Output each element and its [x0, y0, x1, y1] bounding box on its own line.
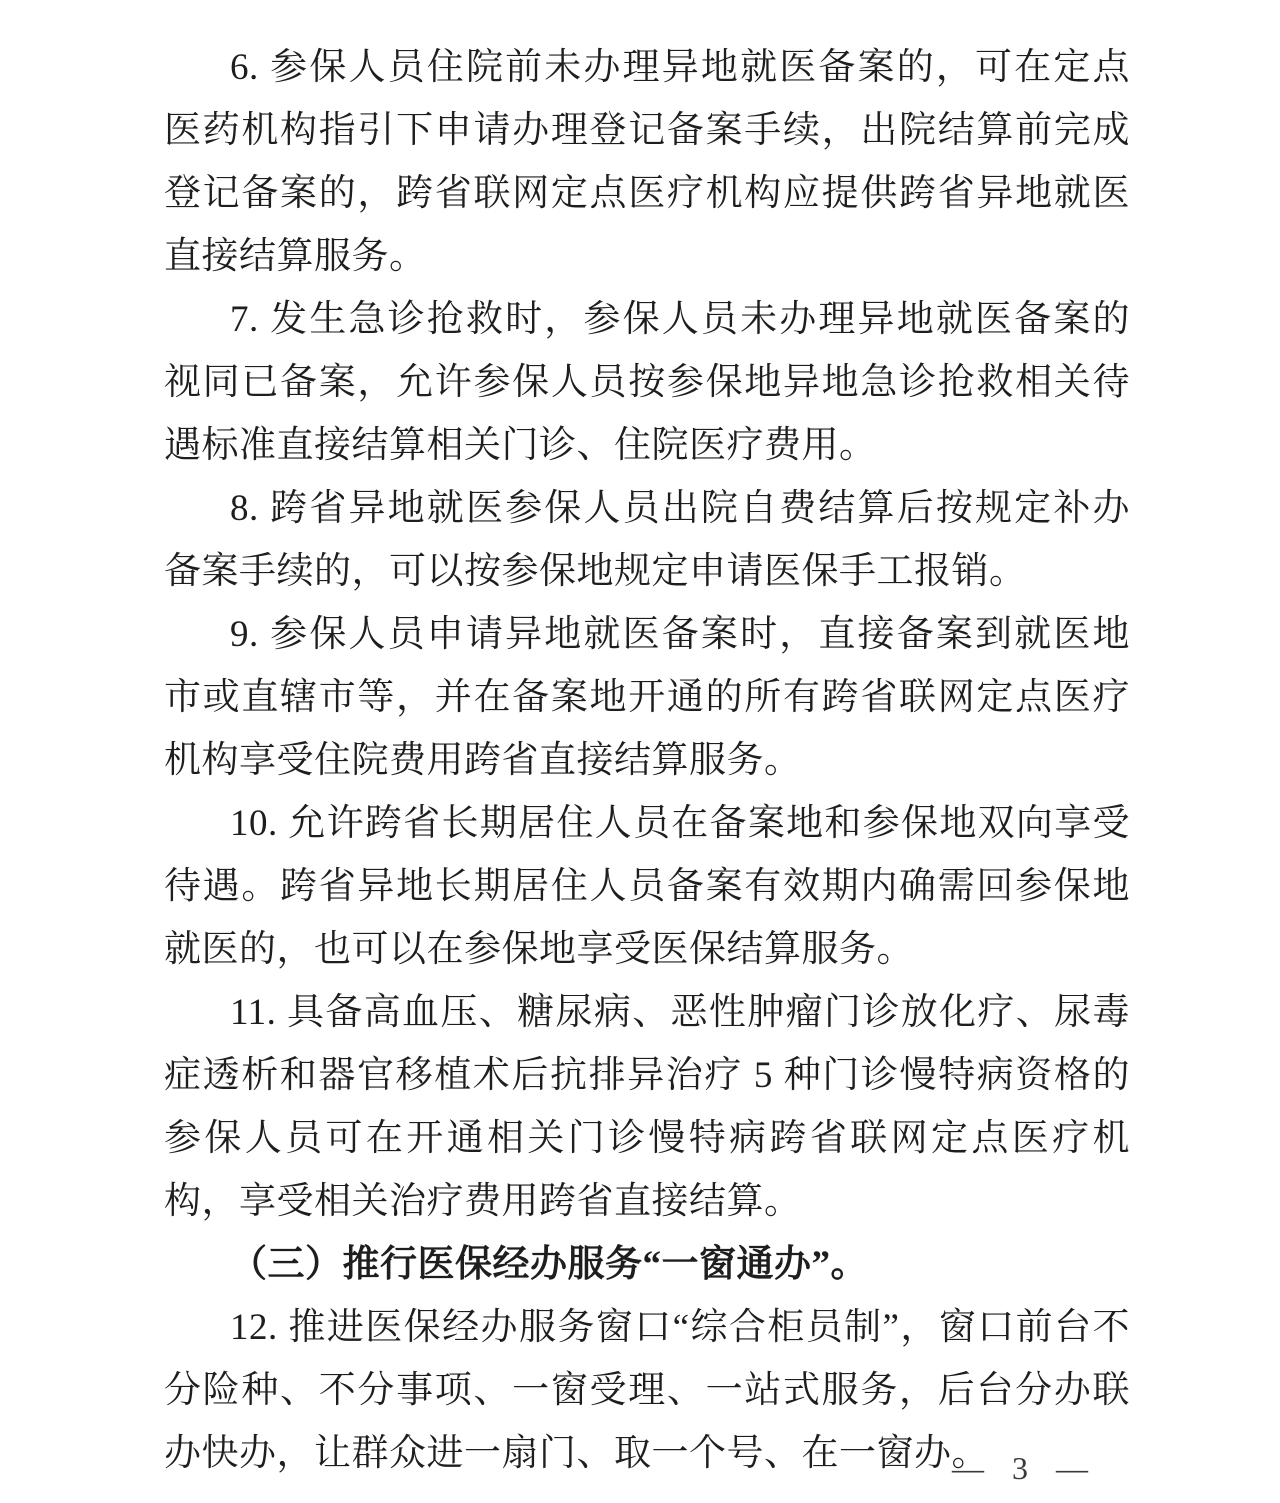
page-number: — 3 — [952, 1450, 1090, 1486]
paragraph-item-7: 7. 发生急诊抢救时，参保人员未办理异地就医备案的视同已备案，允许参保人员按参保地异地急诊抢救相关待遇标准直接结算相关门诊、住院医疗费用。 [164, 299, 1130, 466]
document-body [164, 36, 1130, 1485]
section-heading-3: （三）推行医保经办服务“一窗通办”。 [230, 1244, 868, 1285]
paragraph-item-6: 6. 参保人员住院前未办理异地就医备案的，可在定点医药机构指引下申请办理登记备案手续，出院结算前完成登记备案的，跨省联网定点医疗机构应提供跨省异地就医直接结算服务。 [164, 47, 1130, 277]
paragraph-item-8: 8. 跨省异地就医参保人员出院自费结算后按规定补办备案手续的，可以按参保地规定申请医保手工报销。 [164, 488, 1130, 592]
paragraph-item-9: 9. 参保人员申请异地就医备案时，直接备案到就医地市或直辖市等，并在备案地开通的所有跨省联网定点医疗机构享受住院费用跨省直接结算服务。 [164, 614, 1130, 781]
paragraph-item-12: 12. 推进医保经办服务窗口“综合柜员制”，窗口前台不分险种、不分事项、一窗受理、一站式服务，后台分办联办快办，让群众进一扇门、取一个号、在一窗办。 [164, 1307, 1130, 1474]
paragraph-item-10: 10. 允许跨省长期居住人员在备案地和参保地双向享受待遇。跨省异地长期居住人员备案有效期内确需回参保地就医的，也可以在参保地享受医保结算服务。 [164, 803, 1130, 970]
paragraph-item-11: 11. 具备高血压、糖尿病、恶性肿瘤门诊放化疗、尿毒症透析和器官移植术后抗排异治疗 5 种门诊慢特病资格的参保人员可在开通相关门诊慢特病跨省联网定点医疗机构，享受相关治疗费用跨省直接结算。 [164, 992, 1130, 1222]
